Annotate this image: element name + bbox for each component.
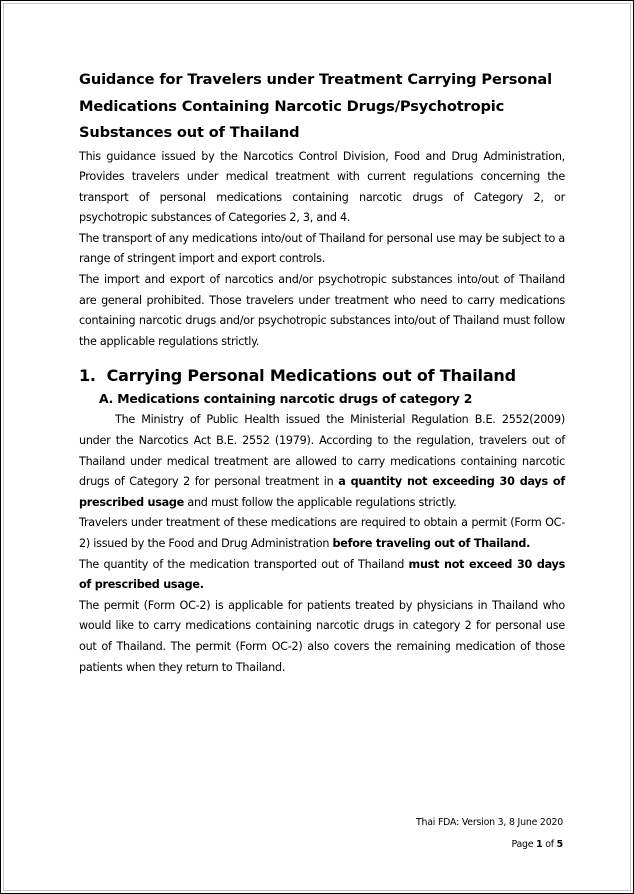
section-heading xyxy=(79,364,565,388)
page-total: 5 xyxy=(556,839,563,850)
subsection-paragraph-3 xyxy=(79,555,565,596)
document-title: Guidance for Travelers under Treatment Carrying Personal Medications Containing Narcotic Drugs/Psychotropic Substances out of Thailand xyxy=(79,71,552,141)
intro-paragraph-3: The import and export of narcotics and/or psychotropic substances into/out of Thailand are general prohibited. Those travelers under treatment who need to carry medications containing narcotic drugs and/or psychotropic substances into/out of Thailand must follow the applicable regulations strictly. xyxy=(79,273,565,348)
emphasis-text: must not exceed 30 days of prescribed usage. xyxy=(79,557,565,592)
section-title: Carrying Personal Medications out of Thailand xyxy=(106,366,516,386)
paragraph-text: and must follow the applicable regulations strictly. xyxy=(184,495,457,509)
subsection-paragraph-4: The permit (Form OC-2) is applicable for patients treated by physicians in Thailand who would like to carry medications containing narcotic drugs in category 2 for personal use out of Thailand. The permit (Form OC-2) also covers the remaining medication of those patients when they return to Thailand. xyxy=(79,598,565,674)
section-number: 1. xyxy=(79,366,96,386)
page-of: of xyxy=(545,839,554,850)
page-current: 1 xyxy=(536,839,543,850)
subsection-heading: A. Medications containing narcotic drugs of category 2 xyxy=(99,391,473,407)
paragraph-text: Travelers under treatment of these medications are required to obtain a permit (Form OC-2) issued by the Food and Drug Administration xyxy=(79,516,565,550)
page-word: Page xyxy=(511,839,534,850)
paragraph-text: The quantity of the medication transported out of Thailand xyxy=(79,557,409,571)
subsection-paragraph-1 xyxy=(79,410,565,513)
intro-paragraph-1: This guidance issued by the Narcotics Control Division, Food and Drug Administration, Provides travelers under medical treatment with current regulations concerning the transport of personal medications containing narcotic drugs of Category 2, or psychotropic substances of Categories 2, 3, and 4. xyxy=(79,149,565,225)
subsection-paragraph-2 xyxy=(79,513,565,554)
intro-paragraph-2: The transport of any medications into/out of Thailand for personal use may be subject to a range of stringent import and export controls. xyxy=(79,231,565,266)
footer-version: Thai FDA: Version 3, 8 June 2020 xyxy=(415,817,563,828)
paragraph-text: The Ministry of Public Health issued the Ministerial Regulation B.E. 2552(2009) under the Narcotics Act B.E. 2552 (1979). According to the regulation, travelers out of Thailand under medical treatment are allowed to carry medications containing narcotic drugs of Category 2 for personal treatment in xyxy=(79,413,565,489)
emphasis-text: before traveling out of Thailand. xyxy=(332,537,531,550)
footer-page-number xyxy=(263,839,563,850)
emphasis-text: a quantity not exceeding 30 days of prescribed usage xyxy=(79,475,565,509)
page-content xyxy=(79,67,565,678)
